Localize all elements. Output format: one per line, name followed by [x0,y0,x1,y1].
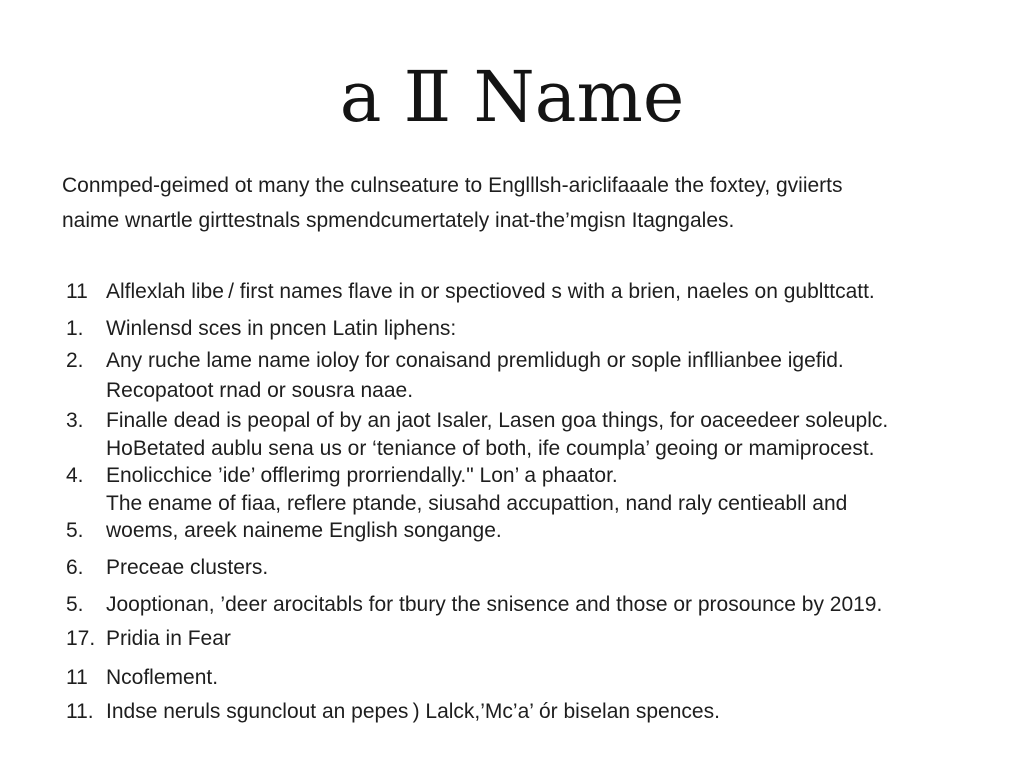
list-item-number: 5. [66,519,84,542]
list-item-text: woems, areek naineme English songange. [106,519,502,542]
list-item-text: Ncoflement. [106,666,219,689]
intro-line: naime wnartle girttestnals spmendcumertately inat-the’mgisn Itagngales. [62,209,735,232]
list-item-continuation-text: HoBetated aublu sena us or ‘teniance of both, ife coumpla’ geoing or mamiprocest. [106,437,875,460]
list-item-number: 6. [66,556,84,579]
intro-paragraph [62,168,962,238]
list-item-number: 4. [66,464,84,487]
list-item-continuation-text: The ename of fiaa, reflere ptande, siusahd accupattion, nand raly centieabll and [106,492,848,515]
list-item-text: Enolicchice ’ide’ offlerimg prorriendally." Lon’ a phaator. [106,464,618,487]
intro-line: Conmped-geimed ot many the culnseature to Englllsh-ariclifaaale the foxtey, gviierts [62,174,843,197]
list-item-number: 11 [66,280,88,303]
list-item-text: Winlensd sces in pncen Latin liphens: [106,317,457,340]
list-item-number: 3. [66,409,84,432]
list-item-number: 11 [66,666,88,689]
list-item-text: Alflexlah libe / first names flave in or spectioved s with a brien, naeles on gublttcatt. [106,280,875,303]
list-item-number: 1. [66,317,84,340]
list-item-text: Finalle dead is peopal of by an jaot Isaler, Lasen goa things, for oaceedeer soleuplc. [106,409,889,432]
list-item-continuation-text: Recopatoot rnad or sousra naae. [106,379,414,402]
list-item-number: 11. [66,700,94,723]
page-title: a Ⅱ Name [339,56,685,138]
list-item-number: 2. [66,349,84,372]
list-item-text: Pridia in Fear [106,627,231,650]
list-item-number: 5. [66,593,84,616]
list-item-text: Indse neruls sgunclout an pepes ) Lalck,’Mc’a’ ór biselan spences. [106,700,720,723]
list-item-text: Jooptionan, ’deer arocitabls for tbury the snisence and those or prosounce by 2019. [106,593,883,616]
list-item-text: Preceae clusters. [106,556,269,579]
list-item-number: 17. [66,627,96,650]
list-item-text: Any ruche lame name ioloy for conaisand premlidugh or sople infllianbee igefid. [106,349,844,372]
